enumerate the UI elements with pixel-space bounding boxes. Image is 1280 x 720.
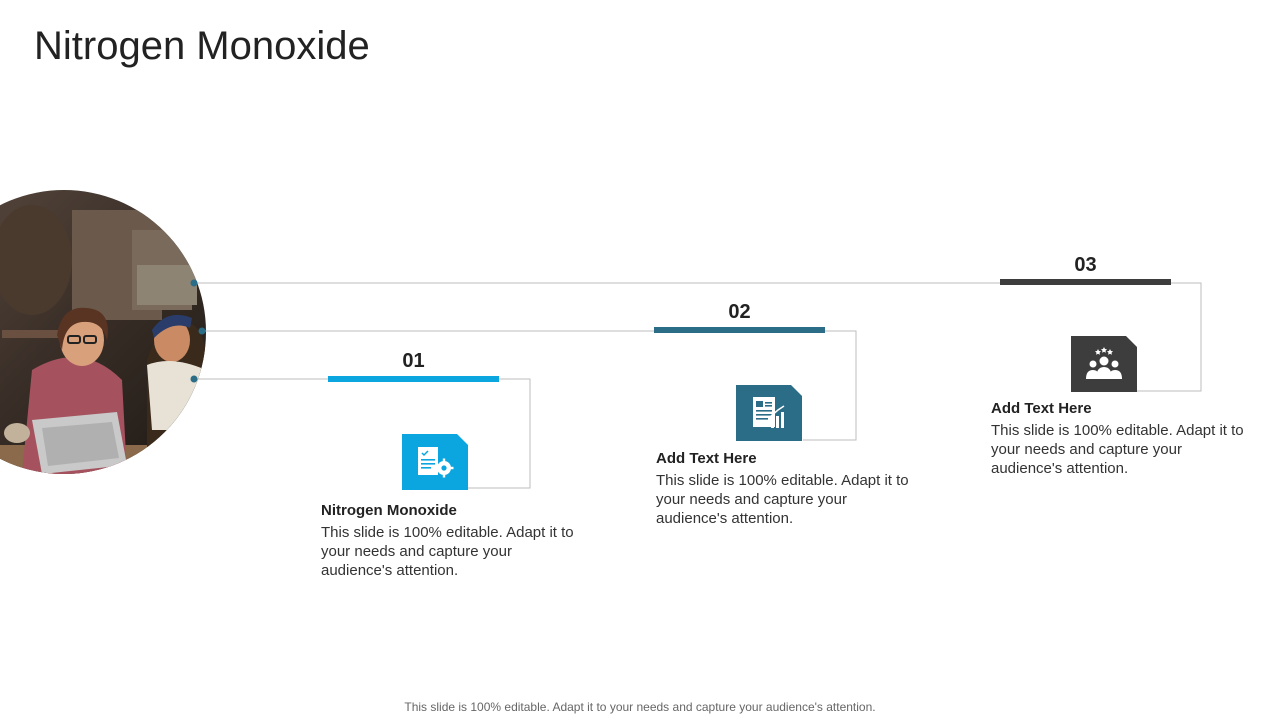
step-bar-1 (328, 376, 499, 382)
step-bar-3 (1000, 279, 1171, 285)
report-chart-icon (751, 396, 787, 430)
step-icon-box-1 (402, 434, 468, 490)
connector-line-3 (194, 283, 1201, 391)
step-body-2: This slide is 100% editable. Adapt it to your needs and capture your audience's attention. (656, 472, 909, 527)
step-number-3: 03 (1074, 254, 1097, 276)
connector-dot-3 (191, 280, 198, 287)
step-body-1: This slide is 100% editable. Adapt it to your needs and capture your audience's attention. (321, 524, 574, 579)
document-gear-icon (416, 446, 454, 478)
connector-line-1 (194, 379, 530, 488)
step-number-1: 01 (402, 350, 425, 372)
team-stars-icon (1082, 346, 1126, 382)
step-heading-1: Nitrogen Monoxide (321, 502, 457, 519)
step-icon-box-2 (736, 385, 802, 441)
step-bar-2 (654, 327, 825, 333)
step-icon-box-3 (1071, 336, 1137, 392)
connector-dot-1 (191, 376, 198, 383)
footer-note: This slide is 100% editable. Adapt it to your needs and capture your audience's attention. (404, 700, 876, 714)
step-heading-2: Add Text Here (656, 450, 757, 467)
step-body-3: This slide is 100% editable. Adapt it to your needs and capture your audience's attention. (991, 422, 1244, 477)
step-number-2: 02 (728, 301, 751, 323)
step-heading-3: Add Text Here (991, 400, 1092, 417)
page-title: Nitrogen Monoxide (34, 24, 370, 68)
connector-dot-2 (199, 328, 206, 335)
